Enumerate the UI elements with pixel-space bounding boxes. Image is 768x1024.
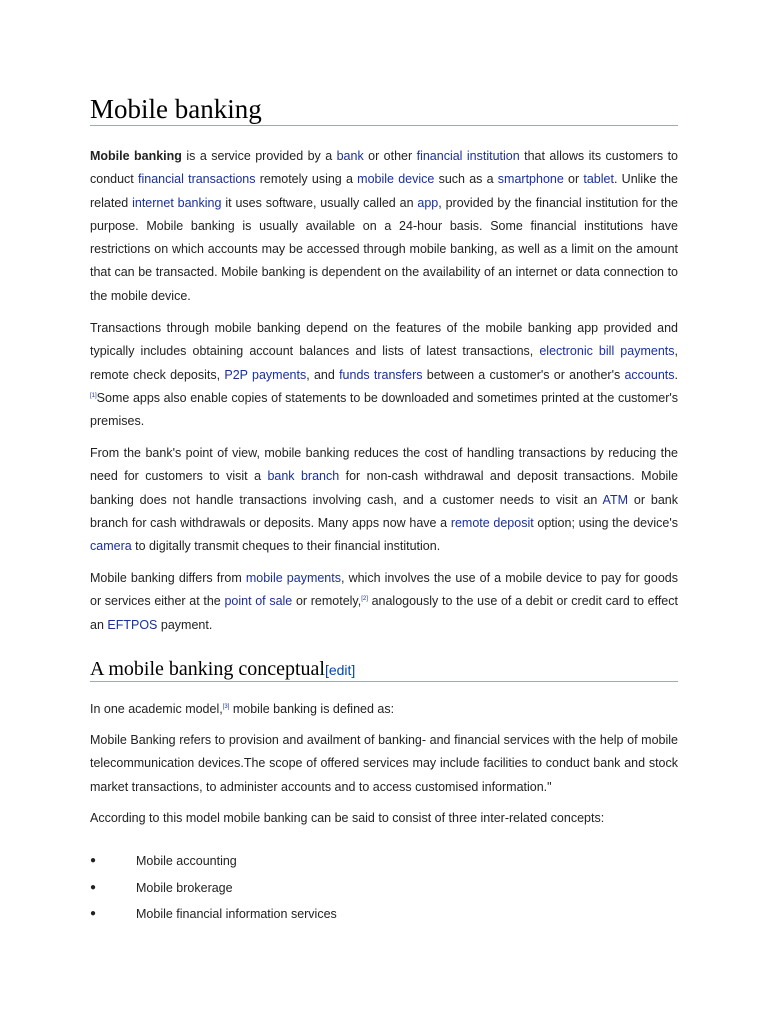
concepts-intro-paragraph: According to this model mobile banking can be said to consist of three inter-related concepts: [90, 811, 605, 825]
link-mobile-payments[interactable]: mobile payments [245, 571, 341, 585]
link-electronic-bill-payments[interactable]: electronic bill payments [539, 344, 675, 359]
edit-section-link[interactable]: [edit] [324, 662, 356, 678]
concepts-list [90, 851, 678, 931]
list-item [90, 904, 678, 931]
transactions-paragraph: Transactions through mobile banking depend on the features of the mobile banking app provided and typically includes obtaining account balances and lists of latest transactions, electronic bill payments, remote check deposits, P2P payments, and funds transfers between a customer's or another's accounts.[1]Some apps also enable copies of statements to be downloaded and sometimes printed at the customer's premises. [90, 321, 678, 429]
link-financial-transactions[interactable]: financial transactions [138, 172, 256, 187]
link-financial-institution[interactable]: financial institution [416, 149, 520, 163]
definition-paragraph: Mobile Banking refers to provision and availment of banking- and financial services with the help of mobile telecommunication devices.The scope of offered services may include facilities to conduct bank and stock market transactions, to administer accounts and to access customised information." [90, 733, 678, 794]
link-accounts[interactable]: accounts [624, 367, 675, 382]
bullet-icon: ● [90, 855, 97, 866]
link-tablet[interactable]: tablet [583, 172, 614, 187]
link-eftpos[interactable]: EFTPOS [107, 617, 158, 632]
bank-view-paragraph: From the bank's point of view, mobile banking reduces the cost of handling transactions by reducing the need for customers to visit a bank branch for non-cash withdrawal and deposit transactions. Mobile banking does not handle transactions involving cash, and a customer needs to visit an ATM or bank branch for cash withdrawals or deposits. Many apps now have a remote deposit option; using the device's camera to digitally transmit cheques to their financial institution. [90, 446, 679, 554]
list-item-label: Mobile accounting [136, 854, 237, 868]
bullet-icon: ● [90, 881, 97, 893]
link-bank[interactable]: bank [336, 149, 364, 163]
link-point-of-sale[interactable]: point of sale [224, 594, 293, 609]
link-remote-deposit[interactable]: remote deposit [450, 515, 534, 530]
link-mobile-device[interactable]: mobile device [357, 172, 435, 187]
bold-term: Mobile banking [90, 149, 182, 163]
section-title: A mobile banking conceptual [90, 658, 325, 680]
link-app[interactable]: app [417, 195, 439, 210]
payments-paragraph: Mobile banking differs from mobile payments, which involves the use of a mobile device to pay for goods or services either at the point of sale or remotely,[2] analogously to the use of a debit or credit card to effect an EFTPOS payment. [90, 571, 678, 632]
section-heading [90, 656, 678, 682]
reference-1[interactable]: [1] [90, 392, 97, 399]
intro-paragraph: Mobile banking is a service provided by a bank or other financial institution that allows its customers to conduct financial transactions remotely using a mobile device such as a smartphone or tablet. Unlike the related internet banking it uses software, usually called an app, provided by the financial institution for the purpose. Mobile banking is usually available on a 24-hour basis. Some financial institutions have restrictions on which accounts may be accessed through mobile banking, as well as a limit on the amount that can be transacted. Mobile banking is dependent on the availability of an internet or data connection to the mobile device. [90, 149, 678, 303]
list-item-label: Mobile brokerage [136, 880, 233, 895]
link-internet-banking[interactable]: internet banking [132, 195, 222, 210]
link-funds-transfers[interactable]: funds transfers [339, 367, 423, 382]
link-p2p-payments[interactable]: P2P payments [224, 367, 307, 382]
page-title: Mobile banking [90, 92, 678, 126]
list-item-label: Mobile financial information services [136, 907, 337, 921]
list-item [90, 878, 678, 905]
list-item [90, 851, 678, 878]
link-atm[interactable]: ATM [602, 492, 628, 507]
reference-2[interactable]: [2] [361, 596, 368, 603]
link-camera[interactable]: camera [90, 539, 132, 554]
academic-model-paragraph: In one academic model,[3] mobile banking is defined as: [90, 702, 395, 716]
link-bank-branch[interactable]: bank branch [267, 469, 340, 484]
link-smartphone[interactable]: smartphone [497, 172, 564, 187]
reference-3[interactable]: [3] [222, 704, 230, 710]
bullet-icon: ● [90, 908, 97, 919]
